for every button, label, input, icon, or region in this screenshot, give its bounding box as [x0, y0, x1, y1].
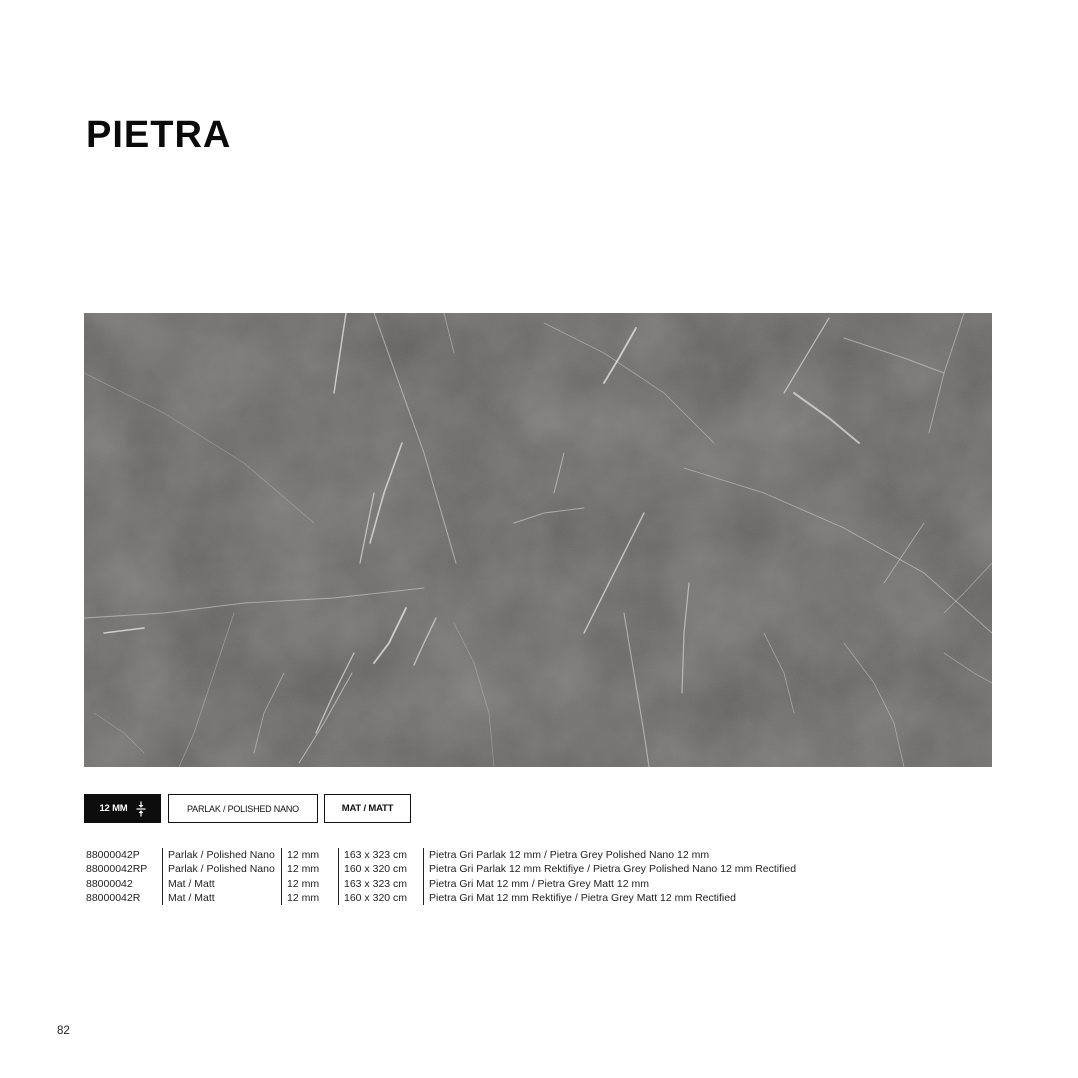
product-size: 163 x 323 cm [339, 877, 424, 891]
polished-finish-badge: PARLAK / POLISHED NANO [168, 794, 318, 823]
product-thickness: 12 mm [282, 848, 339, 862]
product-finish: Mat / Matt [163, 891, 282, 905]
product-description: Pietra Gri Parlak 12 mm Rektifiye / Pietra Grey Polished Nano 12 mm Rectified [424, 862, 797, 876]
marble-texture [84, 313, 992, 767]
product-thickness: 12 mm [282, 877, 339, 891]
product-description: Pietra Gri Parlak 12 mm / Pietra Grey Polished Nano 12 mm [424, 848, 797, 862]
matt-finish-badge: MAT / MATT [324, 794, 411, 823]
product-size: 160 x 320 cm [339, 862, 424, 876]
pietra-slab-image [84, 313, 992, 767]
product-code: 88000042R [86, 891, 141, 904]
product-description: Pietra Gri Mat 12 mm Rektifiye / Pietra Grey Matt 12 mm Rectified [424, 891, 797, 905]
table-row [86, 877, 796, 891]
product-code: 88000042P [86, 849, 140, 861]
product-thickness: 12 mm [282, 891, 339, 905]
thickness-icon [136, 801, 146, 817]
product-spec-rows [86, 848, 796, 905]
product-size: 163 x 323 cm [339, 848, 424, 862]
product-size: 160 x 320 cm [339, 891, 424, 905]
product-spec-table [86, 848, 796, 905]
product-thickness: 12 mm [282, 862, 339, 876]
product-description: Pietra Gri Mat 12 mm / Pietra Grey Matt 12 mm [424, 877, 797, 891]
product-code: 88000042 [86, 877, 133, 890]
thickness-badge [84, 794, 161, 823]
page-title: PIETRA [86, 114, 232, 156]
product-finish: Mat / Matt [163, 877, 282, 891]
thickness-badge-label: 12 MM [99, 803, 128, 814]
table-row [86, 862, 796, 876]
page-number: 82 [57, 1025, 70, 1037]
product-code: 88000042RP [86, 863, 148, 876]
table-row [86, 848, 796, 862]
table-row [86, 891, 796, 905]
product-finish: Parlak / Polished Nano [163, 848, 282, 862]
product-finish: Parlak / Polished Nano [163, 862, 282, 876]
